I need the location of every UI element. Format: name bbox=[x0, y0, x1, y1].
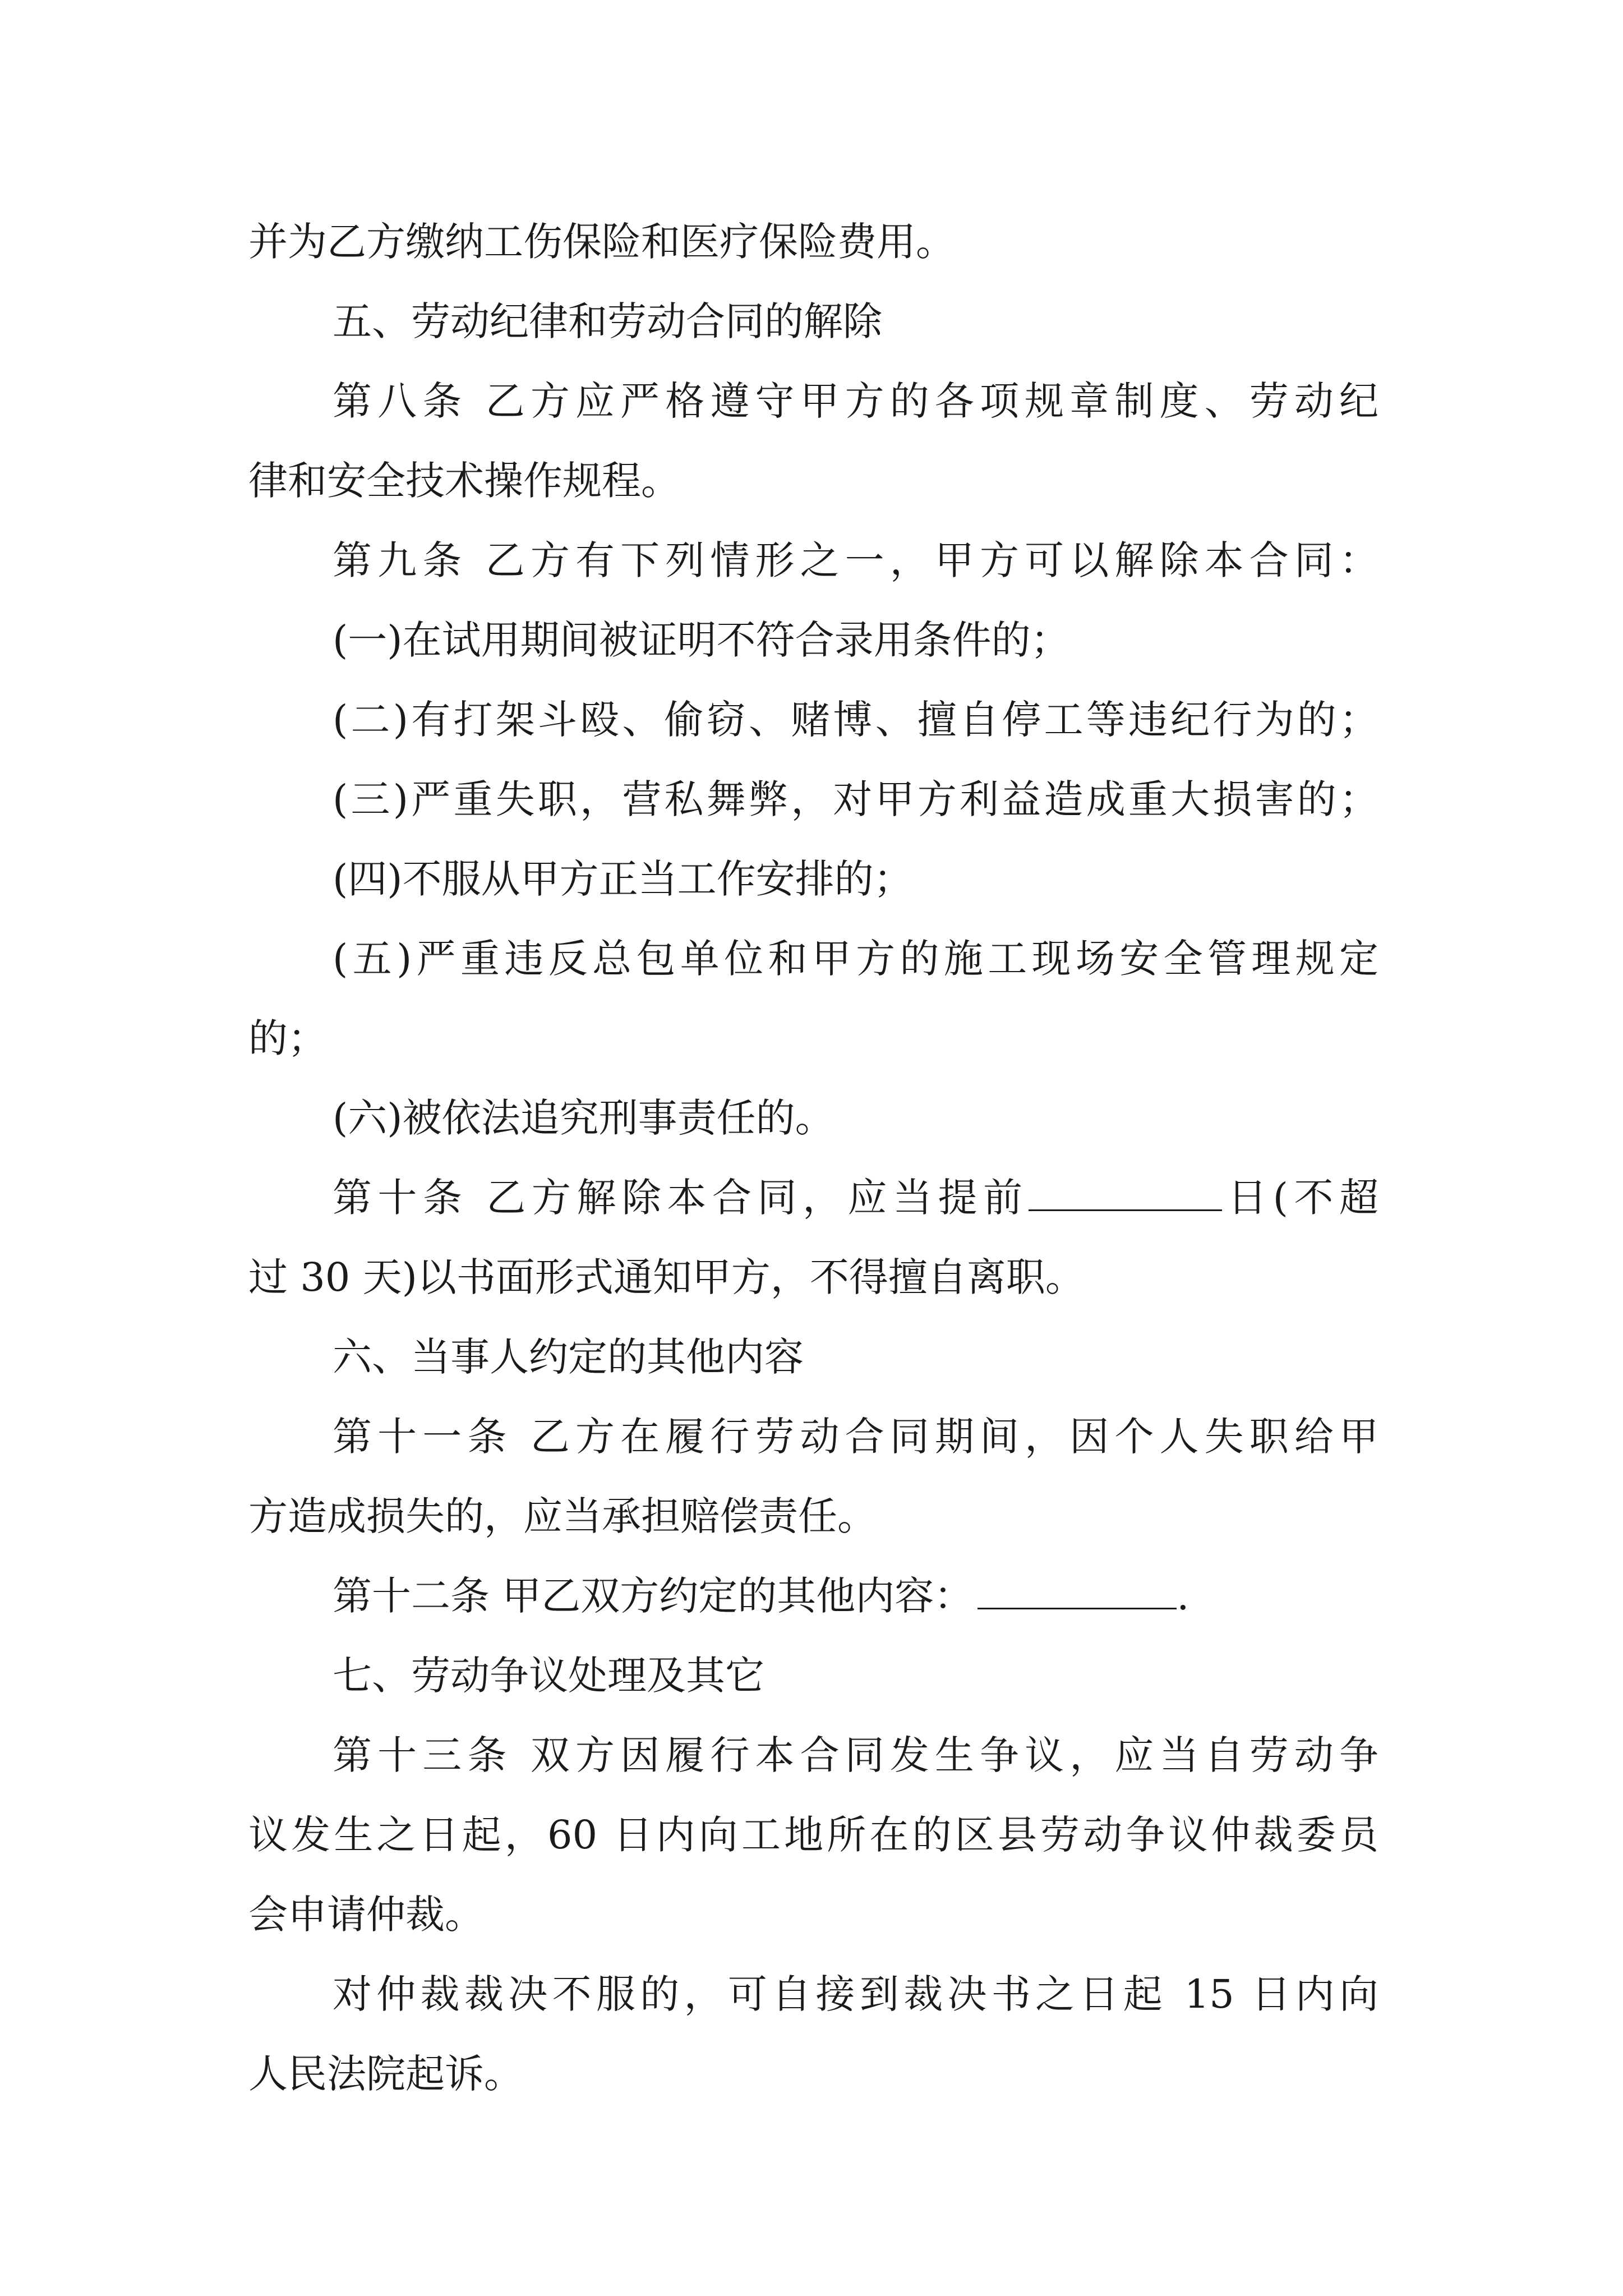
article-line: 方造成损失的，应当承担赔偿责任。 bbox=[248, 1493, 877, 1539]
section-heading: 六、当事人约定的其他内容 bbox=[333, 1334, 804, 1380]
list-item: (五)严重违反总包单位和甲方的施工现场安全管理规定 bbox=[333, 936, 1378, 982]
paragraph-line: 并为乙方缴纳工伤保险和医疗保险费用。 bbox=[248, 219, 955, 265]
article-line: 对仲裁裁决不服的，可自接到裁决书之日起 15 日内向 bbox=[333, 1971, 1378, 2017]
article-line: 第十一条 乙方在履行劳动合同期间，因个人失职给甲 bbox=[333, 1414, 1378, 1460]
article-text: 第十二条 甲乙双方约定的其他内容： bbox=[333, 1573, 974, 1619]
article-line: 第十三条 双方因履行本合同发生争议，应当自劳动争 bbox=[333, 1732, 1378, 1778]
article-line bbox=[248, 1158, 1378, 1237]
article-line: 议发生之日起，60 日内向工地所在的区县劳动争议仲裁委员 bbox=[248, 1812, 1378, 1858]
fill-in-blank[interactable] bbox=[978, 1574, 1177, 1609]
list-item: (一)在试用期间被证明不符合录用条件的； bbox=[333, 617, 1070, 663]
article-text: . bbox=[1177, 1573, 1189, 1619]
list-item: (三)严重失职，营私舞弊，对甲方利益造成重大损害的； bbox=[333, 776, 1378, 822]
article-line: 会申请仲裁。 bbox=[248, 1892, 484, 1938]
list-item-continuation: 的； bbox=[248, 1015, 327, 1061]
contract-body bbox=[248, 202, 1378, 2114]
section-heading: 五、劳动纪律和劳动合同的解除 bbox=[333, 298, 882, 344]
list-item: (六)被依法追究刑事责任的。 bbox=[333, 1095, 834, 1141]
article-line: 过 30 天)以书面形式通知甲方，不得擅自离职。 bbox=[248, 1254, 1085, 1300]
article-line: 人民法院起诉。 bbox=[248, 2051, 523, 2097]
list-item: (二)有打架斗殴、偷窃、赌博、擅自停工等违纪行为的； bbox=[333, 697, 1378, 743]
article-text: 第十条 乙方解除本合同，应当提前 bbox=[333, 1175, 1029, 1221]
list-item: (四)不服从甲方正当工作安排的； bbox=[333, 856, 913, 902]
article-line: 律和安全技术操作规程。 bbox=[248, 458, 680, 504]
article-text: 日(不超 bbox=[1221, 1175, 1379, 1221]
article-line bbox=[248, 1556, 1378, 1636]
article-line: 第九条 乙方有下列情形之一，甲方可以解除本合同： bbox=[333, 537, 1378, 583]
section-heading: 七、劳动争议处理及其它 bbox=[333, 1653, 764, 1699]
article-line: 第八条 乙方应严格遵守甲方的各项规章制度、劳动纪 bbox=[333, 378, 1378, 424]
fill-in-blank[interactable] bbox=[1029, 1176, 1222, 1211]
